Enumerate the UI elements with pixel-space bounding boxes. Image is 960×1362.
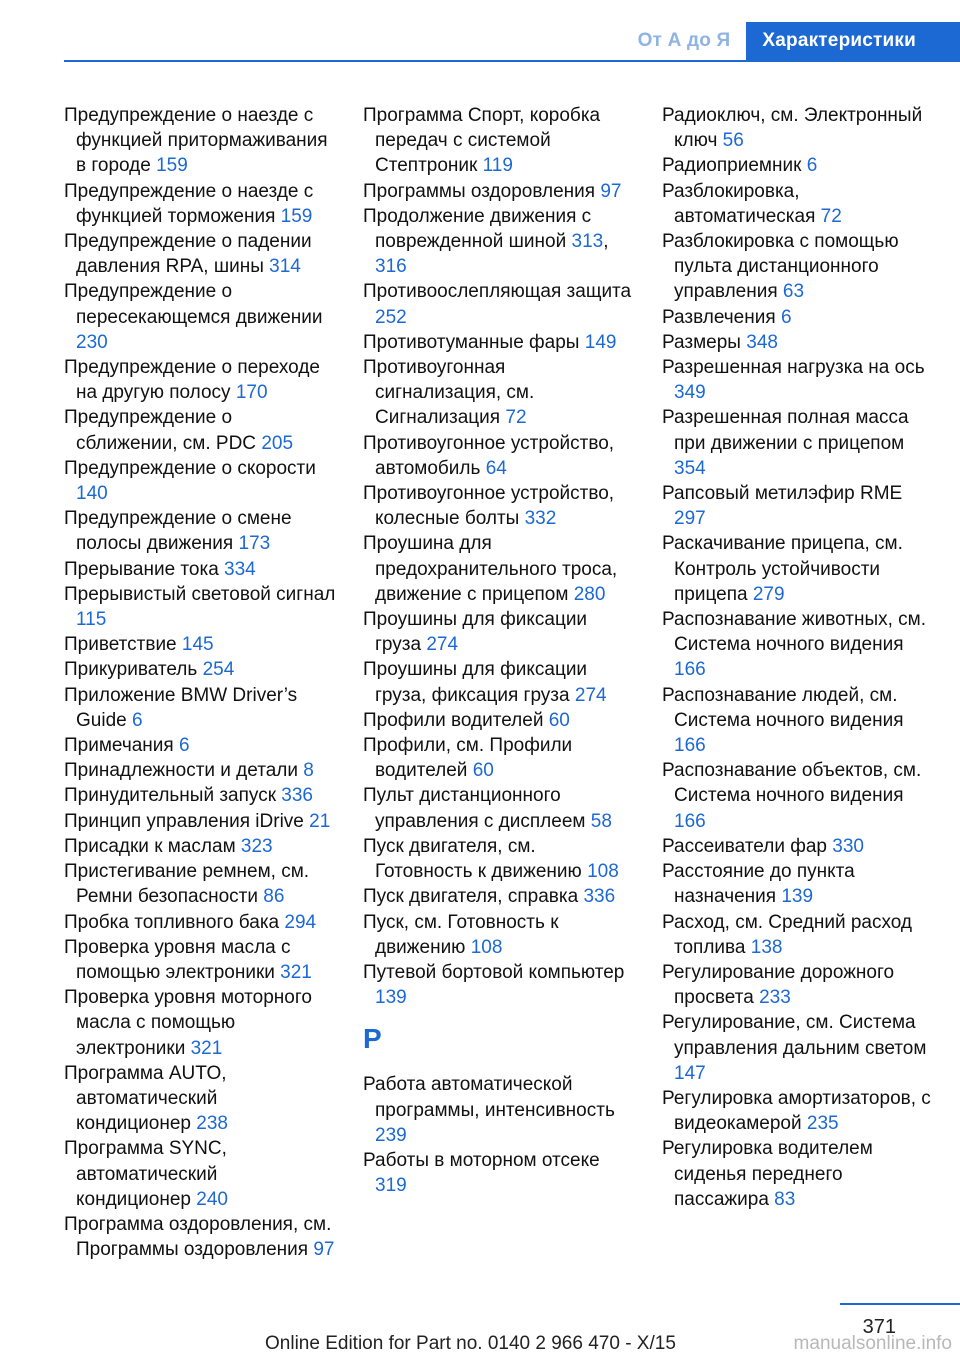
index-entry-text: Противоугонное устройство, автомобиль <box>363 432 615 479</box>
page-link[interactable]: 97 <box>600 180 622 202</box>
index-entry <box>64 910 336 935</box>
page-link[interactable]: 280 <box>573 583 606 605</box>
index-entry <box>64 809 336 834</box>
index-entry <box>64 985 336 1061</box>
index-entry <box>662 910 934 960</box>
index-entry-text: Прерывистый световой сигнал <box>64 583 336 605</box>
index-entry-text: Радиоключ, см. Электронный ключ <box>662 105 923 152</box>
page-link[interactable]: 321 <box>280 961 312 983</box>
index-entry <box>64 683 336 733</box>
index-entry-text: Пуск двигателя, см. Готовность к движению <box>363 835 582 883</box>
page-link[interactable]: 274 <box>574 684 607 706</box>
index-entry-text: Продолжение движения с поврежденной шиной <box>363 205 592 253</box>
index-entry-text: Пристегивание ремнем, см. Ремни безопасности <box>64 861 310 908</box>
index-entry-text: Проверка уровня моторного масла с помощью электроники <box>64 987 312 1059</box>
index-entry-text: Регулирование, см. Система управления дальним светом <box>662 1012 927 1059</box>
index-entry <box>64 405 336 455</box>
page-link[interactable]: 330 <box>832 835 864 857</box>
index-column-1 <box>64 103 336 1262</box>
index-entry <box>662 103 934 153</box>
page-link[interactable]: 332 <box>524 508 557 530</box>
index-entry-text: Противоослепляющая защита <box>363 281 632 303</box>
page-link[interactable]: 205 <box>261 432 294 454</box>
page-link[interactable]: 314 <box>269 256 301 278</box>
page-link[interactable]: 235 <box>806 1113 839 1135</box>
index-entry <box>363 733 635 783</box>
index-entry-text: Разблокировка, автоматическая <box>662 180 816 227</box>
page-link[interactable]: 321 <box>190 1037 223 1059</box>
index-entry-text: Распознавание людей, см. Система ночного видения <box>662 684 904 731</box>
index-entry-text: Расстояние до пункта назначения <box>662 861 855 908</box>
index-entry <box>662 153 934 178</box>
index-entry-text: Программа оздоровления, см. Программы оздоровления <box>64 1213 332 1261</box>
page-link[interactable]: 166 <box>674 810 706 832</box>
index-entry-text: Распознавание животных, см. Система ночного видения <box>662 609 927 656</box>
index-entry <box>363 431 635 481</box>
index-entry <box>363 607 635 657</box>
index-entry-text: Регулирование дорожного просвета <box>662 961 895 1009</box>
page-link[interactable]: 354 <box>674 457 706 479</box>
page-link[interactable]: 119 <box>482 155 513 177</box>
index-entry <box>64 557 336 582</box>
page-link[interactable]: 56 <box>722 130 744 152</box>
page-link[interactable]: 86 <box>263 886 285 908</box>
header-divider <box>64 60 960 62</box>
page-link[interactable]: 58 <box>590 810 612 832</box>
index-entry-text: Расход, см. Средний расход топлива <box>662 911 912 958</box>
index-entry-text: Предупреждение о наезде с функцией торможения <box>64 180 314 227</box>
index-entry <box>662 960 934 1010</box>
index-entry-text: Предупреждение о скорости <box>64 457 316 479</box>
index-entry-text: Проушина для предохранительного троса, движение с прицепом <box>363 533 618 605</box>
footer-divider <box>840 1303 960 1305</box>
index-entry-text: Развлечения <box>662 306 776 328</box>
index-entry <box>64 179 336 229</box>
index-entry <box>64 506 336 556</box>
index-entry <box>662 179 934 229</box>
index-entry <box>662 859 934 909</box>
index-entry <box>363 355 635 431</box>
index-entry <box>64 783 336 808</box>
index-entry-text: Профили водителей <box>363 709 544 731</box>
index-entry <box>662 355 934 405</box>
page-link[interactable]: 6 <box>806 155 818 177</box>
page-link[interactable]: 21 <box>309 810 331 832</box>
index-entry <box>662 834 934 859</box>
page-link[interactable]: 6 <box>780 306 792 328</box>
page-link[interactable]: 323 <box>240 835 273 857</box>
index-entry <box>662 1086 934 1136</box>
section-title[interactable]: Характеристики <box>746 22 960 60</box>
index-entry-text: Проушины для фиксации груза <box>363 609 588 656</box>
index-entry <box>662 229 934 305</box>
page-link[interactable]: 115 <box>76 609 107 631</box>
index-entry-text: Предупреждение о переходе на другую полосу <box>64 357 320 404</box>
index-entry-text: Пульт дистанционного управления с дисплеем <box>363 785 586 832</box>
index-entry-text: Пробка топливного бака <box>64 911 280 933</box>
index-entry <box>662 607 934 683</box>
page-link[interactable]: 230 <box>76 331 108 353</box>
index-entry-text: Приветствие <box>64 634 177 656</box>
index-entry <box>662 1010 934 1086</box>
page-link[interactable]: 166 <box>674 659 706 681</box>
index-entry-text: Разрешенная нагрузка на ось <box>662 357 925 379</box>
index-entry-text: Профили, см. Профили водителей <box>363 735 573 782</box>
index-entry-text: Принцип управления iDrive <box>64 810 304 832</box>
index-entry-text: Принудительный запуск <box>64 785 277 807</box>
page-link[interactable]: 6 <box>131 709 143 731</box>
index-entry <box>363 960 635 1010</box>
index-entry <box>363 910 635 960</box>
index-entry-text: Разрешенная полная масса при движении с прицепом <box>662 407 909 454</box>
page-number: 371 <box>862 1316 896 1338</box>
index-entry <box>363 657 635 707</box>
index-entry-text: Работы в моторном отсеке <box>363 1149 600 1171</box>
page-link[interactable]: 336 <box>583 886 616 908</box>
page-link[interactable]: 279 <box>752 583 785 605</box>
page-link[interactable]: 159 <box>156 155 188 177</box>
page-link[interactable]: 313 <box>571 231 604 253</box>
index-entry-text: Путевой бортовой компьютер <box>363 961 625 983</box>
index-entry-text: Раскачивание прицепа, см. Контроль устойчивости прицепа <box>662 533 903 605</box>
page-link[interactable]: 147 <box>674 1062 706 1084</box>
index-entry <box>662 305 934 330</box>
index-entry <box>363 179 635 204</box>
page-link[interactable]: 64 <box>485 457 507 479</box>
index-entry <box>64 733 336 758</box>
index-entry-text: Присадки к маслам <box>64 835 236 857</box>
index-entry-text: Противотуманные фары <box>363 331 580 353</box>
index-entry <box>363 1148 635 1198</box>
index-entry <box>64 859 336 909</box>
index-entry-text: Программы оздоровления <box>363 180 596 202</box>
page-link[interactable]: 297 <box>674 508 706 530</box>
page-link[interactable]: 159 <box>280 205 313 227</box>
index-entry-text: Приложение BMW Driver’s Guide <box>64 684 298 731</box>
page-link[interactable]: 336 <box>281 785 313 807</box>
watermark: manualsonline.info <box>793 1333 952 1354</box>
index-entry <box>662 481 934 531</box>
index-entry <box>363 1072 635 1148</box>
index-entry-text: Работа автоматической программы, интенсивность <box>363 1074 615 1121</box>
page-link[interactable]: 108 <box>587 861 619 883</box>
index-entry <box>662 531 934 607</box>
page-link[interactable]: 72 <box>505 407 527 429</box>
page-link[interactable]: 239 <box>375 1124 407 1146</box>
index-entry <box>64 355 336 405</box>
page-link[interactable]: 145 <box>181 634 214 656</box>
index-entry: Продолжение движения с поврежденной шиной 313, 316 <box>363 205 609 278</box>
edition-note: Online Edition for Part no. 0140 2 966 470 - X/15 <box>265 1333 676 1354</box>
page-link[interactable]: 173 <box>238 533 271 555</box>
page-link[interactable]: 60 <box>548 709 570 731</box>
page-link[interactable]: 140 <box>76 483 108 505</box>
page-link[interactable]: 63 <box>782 281 805 303</box>
page-link[interactable]: 149 <box>584 331 617 353</box>
index-entry-text: Противоугонное устройство, колесные болты <box>363 483 615 530</box>
page-link[interactable]: 139 <box>781 886 814 908</box>
index-entry <box>363 279 635 329</box>
index-entry <box>662 330 934 355</box>
page-link[interactable]: 319 <box>375 1175 407 1197</box>
index-entry <box>363 103 635 179</box>
index-entry-text: Регулировка водителем сиденья переднего пассажира <box>662 1138 873 1210</box>
index-entry <box>64 1136 336 1212</box>
index-column-3 <box>662 103 934 1212</box>
page-link[interactable]: 294 <box>284 911 317 933</box>
index-entry-text: Размеры <box>662 331 741 353</box>
index-entry-text: Проверка уровня масла с помощью электроники <box>64 936 291 983</box>
page-link[interactable]: 240 <box>196 1188 228 1210</box>
index-entry-text: Предупреждение о наезде с функцией притормаживания в городе <box>64 105 328 177</box>
index-entry-text: Прерывание тока <box>64 558 219 580</box>
page-link[interactable]: 252 <box>375 306 407 328</box>
index-entry-text: Программа SYNC, автоматический кондиционер <box>64 1138 227 1210</box>
index-entry-text: Принадлежности и детали <box>64 760 298 782</box>
page-link[interactable]: 108 <box>470 936 503 958</box>
index-entry-text: Программа AUTO, автоматический кондиционер <box>64 1062 227 1135</box>
index-entry <box>64 758 336 783</box>
index-column-2 <box>363 103 635 1198</box>
index-entry <box>64 456 336 506</box>
index-entry-text: Пуск, см. Готовность к движению <box>363 911 559 958</box>
index-entry-text: Пуск двигателя, справка <box>363 886 579 908</box>
index-entry-text: Предупреждение о падении давления RPA, шины <box>64 231 312 278</box>
index-entry <box>64 657 336 682</box>
index-entry-text: Разблокировка с помощью пульта дистанционного управления <box>662 231 899 303</box>
page-link[interactable]: 170 <box>235 382 268 404</box>
index-entry <box>64 632 336 657</box>
index-entry-text: Регулировка амортизаторов, с видеокамерой <box>662 1087 931 1135</box>
index-entry-text: Рапсовый метилэфир RME <box>662 483 903 505</box>
index-entry <box>662 405 934 481</box>
index-entry <box>64 834 336 859</box>
index-entry-text: Рассеиватели фар <box>662 835 827 857</box>
page-link[interactable]: 233 <box>759 987 791 1009</box>
page-link[interactable]: 238 <box>196 1113 228 1135</box>
index-entry-text: Распознавание объектов, см. Система ночного видения <box>662 760 922 807</box>
index-entry-text: Примечания <box>64 735 174 757</box>
index-entry <box>64 279 336 355</box>
page-link[interactable]: 274 <box>426 634 459 656</box>
page-link[interactable]: 6 <box>178 735 190 757</box>
index-entry <box>662 758 934 834</box>
page-link[interactable]: 97 <box>313 1239 335 1261</box>
index-entry <box>64 103 336 179</box>
index-entry <box>363 531 635 607</box>
header-nav <box>622 22 960 60</box>
page-link[interactable]: 83 <box>774 1188 796 1210</box>
page-link[interactable]: 316 <box>375 256 407 278</box>
index-entry <box>363 783 635 833</box>
index-entry <box>363 708 635 733</box>
index-section-letter: Р <box>363 1023 382 1055</box>
index-entry-text: Предупреждение о сближении, см. PDC <box>64 407 257 454</box>
index-entry-text: Радиоприемник <box>662 155 802 177</box>
index-entry-text: Предупреждение о пересекающемся движении <box>64 281 323 328</box>
page-link[interactable]: 334 <box>224 558 256 580</box>
index-entry-text: Предупреждение о смене полосы движения <box>64 508 292 555</box>
index-entry <box>662 1136 934 1212</box>
page-link[interactable]: 254 <box>202 659 235 681</box>
page-link[interactable]: 348 <box>746 331 778 353</box>
index-entry-text: Программа Спорт, коробка передач с системой Стептроник <box>363 105 601 177</box>
page-link[interactable]: 72 <box>820 205 842 227</box>
index-entry <box>363 330 635 355</box>
index-entry <box>64 1061 336 1137</box>
index-entry <box>64 582 336 632</box>
index-entry <box>662 683 934 759</box>
breadcrumb-az[interactable]: От А до Я <box>622 22 747 60</box>
index-entry-text: Прикуриватель <box>64 659 198 681</box>
index-entry <box>64 935 336 985</box>
page-link[interactable]: 60 <box>472 760 494 782</box>
index-entry <box>64 229 336 279</box>
index-entry <box>363 884 635 909</box>
page-link[interactable]: 138 <box>750 936 783 958</box>
page-link[interactable]: 8 <box>303 760 314 782</box>
index-entry <box>363 481 635 531</box>
index-entry <box>363 834 635 884</box>
index-entry-text: Проушины для фиксации груза, фиксация груза <box>363 659 588 706</box>
page-link[interactable]: 166 <box>674 735 706 757</box>
page-link[interactable]: 139 <box>375 987 407 1009</box>
index-entry-text: Противоугонная сигнализация, см. Сигнализация <box>363 357 535 429</box>
index-entry <box>64 1212 336 1262</box>
page-link[interactable]: 349 <box>674 382 706 404</box>
